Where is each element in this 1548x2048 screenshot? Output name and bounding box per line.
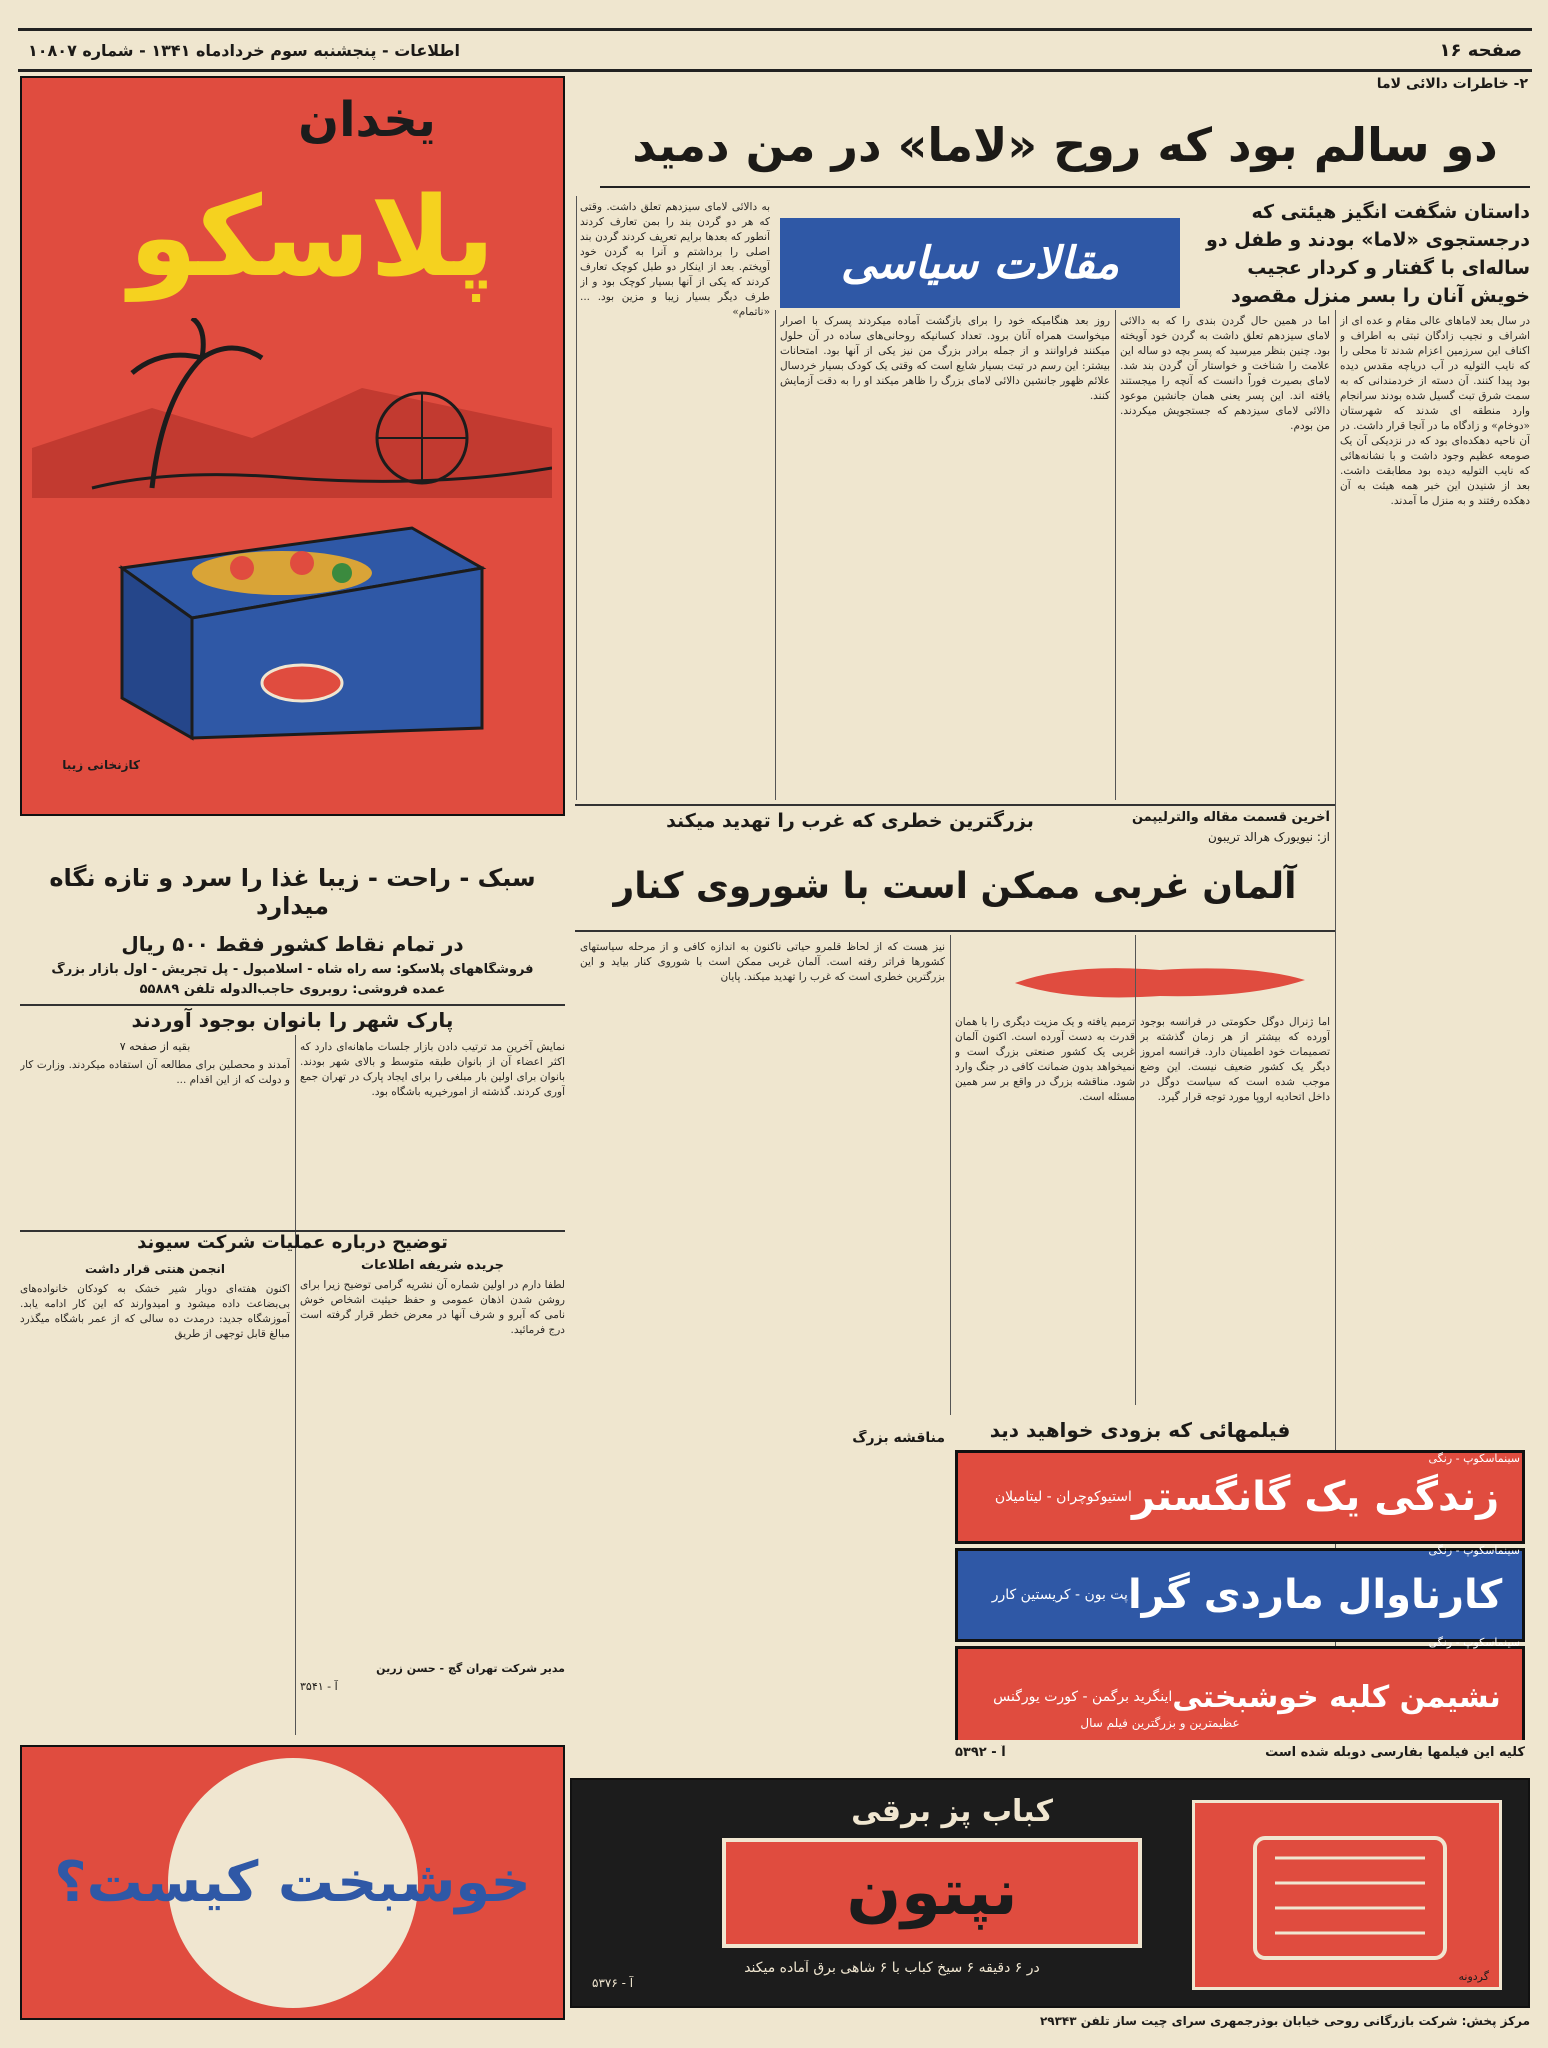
neptune-bottom: در ۶ دقیقه ۶ سیخ کباب با ۶ شاهی برق آماده میکند — [744, 1960, 1040, 1976]
germany-headline: آلمان غربی ممکن است با شوروی کنار — [613, 866, 1297, 907]
germany-col-3: نیز هست که از لحاظ قلمرو حیاتی ناکنون به اندازه کافی و از مرحله سیاستهای کشورها فراتر رفته است. آلمان غربی ممکن است با شوروی کنار بیاید و این بزرگترین خطری است که غرب را تهدید میکند. پایان — [580, 941, 945, 983]
film-title-2: کارناوال ماردی گرا — [1127, 1572, 1503, 1618]
neptune-code: آ - ۵۳۷۶ — [592, 1976, 634, 1990]
film-title-3: نشیمن کلبه خوشبختی — [1172, 1679, 1501, 1715]
park-follow: بقیه از صفحه ۷ — [119, 1040, 191, 1053]
beach-illustration — [32, 318, 552, 498]
lama-col-1: در سال بعد لاماهای عالی مقام و عده ای از اشراف و نجیب زادگان تبتی به اطراف و اکناف این سرزمین اعزام شدند تا محلی را که نایب التولیه در آب دریاچه مقدس دیده بود پیدا کنند. آن دسته از خردمندانی که به سمت شرق تبت گسیل شده بودند سرانجام وارد منطقه ای شدند که شهرستان «دوخام» و زادگاه ما در آنجا قرار داشت. در آن ناحیه دهکده‌ای بود که در نزدیکی آن یک صومعه عظیم وجود داشت و با نشانه‌هائی که نایب التولیه دیده بود مطابقت داشت. بعد از شنیدن این خبر همه هیئت به آن دهکده رفتند و به منزل ما آمدند. — [1340, 315, 1530, 507]
neptune-artist: گردونه — [1458, 1970, 1489, 1983]
film-format-3: سینماسکوپ - رنگی — [1428, 1636, 1520, 1649]
films-ad — [955, 1450, 1525, 1740]
park-col-1: نمایش آخرین مد ترتیب دادن بازار جلسات ماهانه‌ای دارد که اکثر اعضاء آن از بانوان طبقه متوسط و بالای شهر بودند. بانوان برای اولین بار مبلغی را برای ایجاد پارک در تهران جمع آوری کردند. گذشته از امورخیریه باشگاه بود. — [300, 1041, 565, 1098]
plasco-stores: فروشگاههای پلاسکو: سه راه شاه - اسلامبول - پل تجریش - اول بازار بزرگ — [51, 962, 534, 977]
film-title-1: زندگی یک گانگستر — [1131, 1474, 1500, 1520]
page-number: صفحه ۱۶ — [1439, 39, 1522, 61]
lama-col-2: اما در همین حال گردن بندی را که به دالائی لامای سیزدهم تعلق داشت به گردن خود آویخته بود. چنین بنظر میرسید که پسر بچه دو ساله این علامت را شناخت و خواستار آن گردن بند شد. لامای بصیرت فوراً دانست که آنچه را میجستند یافته اند. این پسر یعنی همان جانشین موعود دالائی لامای سیزدهم که جستجویش میکردند. من بودم. — [1120, 315, 1330, 432]
germany-author-2: از: نیویورک هرالد تریبون — [1207, 830, 1330, 844]
park-headline: پارک شهر را بانوان بوجود آوردند — [131, 1008, 454, 1032]
syond-body: لطفا دارم در اولین شماره آن نشریه گرامی توضیح زیرا برای روشن شدن اذهان عمومی و حفظ حیثیت اشخاص خوش نامی که آبرو و شرف آنها در معرض خطر قرار گرفته است درج فرمائید. — [300, 1279, 565, 1336]
plasco-ad — [20, 76, 565, 816]
plasco-slogan: سبک - راحت - زیبا غذا را سرد و تازه نگاه میدارد — [49, 864, 536, 920]
park-col-2: آمدند و محصلین برای مطالعه آن استفاده میکردند. وزارت کار و دولت که از این اقدام ... — [20, 1059, 290, 1086]
germany-col-2: ترمیم یافته و یک مزیت دیگری را با همان قدرت به دست آورده است. اکنون آلمان غربی یک کشور صنعتی بزرگ است و نمیخواهد بدون ضمانت کافی در جنگ وارد شود. مناقشه بزرگ در واقع بر سر همین مسئله است. — [955, 1016, 1135, 1103]
cooler-illustration — [112, 508, 492, 748]
neptune-illustration — [1192, 1800, 1502, 1990]
neptune-distributor: مرکز پخش: شرکت بازرگانی روحی خیابان بوذرجمهری سرای چیت ساز تلفن ۲۹۳۴۳ — [1039, 2014, 1530, 2028]
lama-headline: دو سالم بود که روح «لاما» در من دمید — [600, 102, 1530, 188]
syond-subhead: جریده شریفه اطلاعات — [361, 1258, 504, 1273]
politics-banner — [780, 218, 1180, 308]
neptune-top: کباب پز برقی — [851, 1794, 1053, 1829]
masthead — [18, 28, 1532, 72]
syond-sign: مدیر شرکت تهران گچ - حسن زرین — [376, 1662, 565, 1675]
syond-code: آ - ۳۵۴۱ — [300, 1680, 338, 1693]
germany-col-1: اما ژنرال دوگل حکومتی در فرانسه بوجود آورده که بیشتر از هر زمان گذشته بر تصمیمات خود اطمینان دارد. فرانسه امروز دیگر یک کشور ضعیف نیست. این وضع موجب شده است که سیاست دوگل در داخل اتحادیه اروپا مورد توجه قرار گیرد. — [1140, 1016, 1330, 1103]
syond-follow-body: اکنون هفته‌ای دوبار شیر خشک به کودکان خانواده‌های بی‌بضاعت داده میشود و امیدوارند که این کار ادامه یابد. آموزشگاه جدید: درمدت ده سالی که از عمر باشگاه میگذرد مبالغ قابل توجهی از طریق — [20, 1283, 290, 1340]
film-tagline-3: عظیمترین و بزرگترین فیلم سال — [1080, 1716, 1240, 1730]
lama-subhead: داستان شگفت انگیز هیئتی که درجستجوی «لاما» بودند و طفل دو ساله‌ای با گفتار و کردار عجیب خویش آنان را بسر منزل مقصود — [1206, 201, 1530, 307]
film-cast-1: استیوکوچران - لیتامیلان — [994, 1489, 1132, 1505]
cooler-icon — [112, 508, 492, 748]
film-format-2: سینماسکوپ - رنگی — [1428, 1544, 1520, 1557]
syond-headline: توضیح درباره عملیات شرکت سیوند — [137, 1232, 448, 1253]
khoshbakht-circle — [54, 1758, 531, 2008]
lama-col-4: به دالائی لامای سیزدهم تعلق داشت. وقتی که هر دو گردن بند را بمن تعارف کردند آنطور که بعدها برایم تعریف کردند گردن بند اصلی را برداشتم و آنرا به گردن خود آویختم. بعد از اینکار دو طبل کوچک تعارف کردند که یکی از آنها بسیار کوچک بود و از طرف دیگر بسیار زیبا و مزین بود. ... «ناتمام» — [580, 201, 770, 318]
plasco-top: یخدان — [298, 92, 436, 148]
politics-banner-text: مقالات سیاسی — [840, 237, 1120, 289]
films-code: آ - ۵۳۹۲ — [955, 1745, 1006, 1760]
plasco-artist: کازنخانی زیبا — [62, 758, 140, 772]
films-footer — [955, 1745, 1525, 1760]
film-row-2 — [955, 1548, 1525, 1642]
plasco-price: در تمام نقاط کشور فقط ۵۰۰ ریال — [121, 932, 464, 956]
masthead-date: اطلاعات - پنجشنبه سوم خردادماه ۱۳۴۱ - شماره ۱۰۸۰۷ — [28, 40, 460, 60]
germany-kicker: بزرگترین خطری که غرب را تهدید میکند — [666, 810, 1034, 832]
khoshbakht-ad — [20, 1745, 565, 2020]
films-title: فیلمهائی که بزودی خواهید دید — [989, 1418, 1291, 1442]
lama-col-3: روز بعد هنگامیکه خود را برای بازگشت آماده میکردند پسرک با اصرار میخواست همراه آنان برود. تعداد کسانیکه روحانی‌های ساده در آن حلول میکنند فراوانند و از جمله برادر بزرگ من نیز یکی از آنها بود. امتحانات بیشتر: این رسم در تبت بسیار شایع است که وقتی یک کودک بسیار خردسال علائم ظهور جانشین دالائی لامای بزرگ را ظاهر میکند او را به دقت آزمایش کنند. — [780, 315, 1110, 402]
film-cast-3: اینگرید برگمن - کورت یورگنس — [993, 1689, 1173, 1705]
khoshbakht-text: خوشبخت کیست؟ — [54, 1850, 531, 1915]
section-tag: ۲- خاطرات دالائی لاما — [1376, 76, 1528, 92]
film-cast-2: پت بون - کریستین کارر — [991, 1587, 1128, 1603]
film-format-1: سینماسکوپ - رنگی — [1428, 1452, 1520, 1465]
neptune-brand-text: نپتون — [846, 1856, 1018, 1930]
plasco-wholesale: عمده فروشی: روبروی حاجب‌الدوله تلفن ۵۵۸۸۹ — [139, 982, 446, 997]
films-footer-text: کلیه این فیلمها بفارسی دوبله شده است — [1265, 1745, 1525, 1760]
neptune-ad — [570, 1778, 1530, 2008]
germany-midlabel: مناقشه بزرگ — [852, 1430, 945, 1446]
plasco-brand: پلاسکو — [129, 173, 495, 301]
germany-author-1: آخرین قسمت مقاله والترلیپمن — [1131, 810, 1330, 825]
grill-icon — [1195, 1803, 1502, 1990]
syond-follow-head: انجمن هنتی قرار داشت — [84, 1262, 226, 1276]
neptune-brand — [722, 1838, 1142, 1948]
brush-stroke-graphic — [1010, 958, 1310, 1008]
